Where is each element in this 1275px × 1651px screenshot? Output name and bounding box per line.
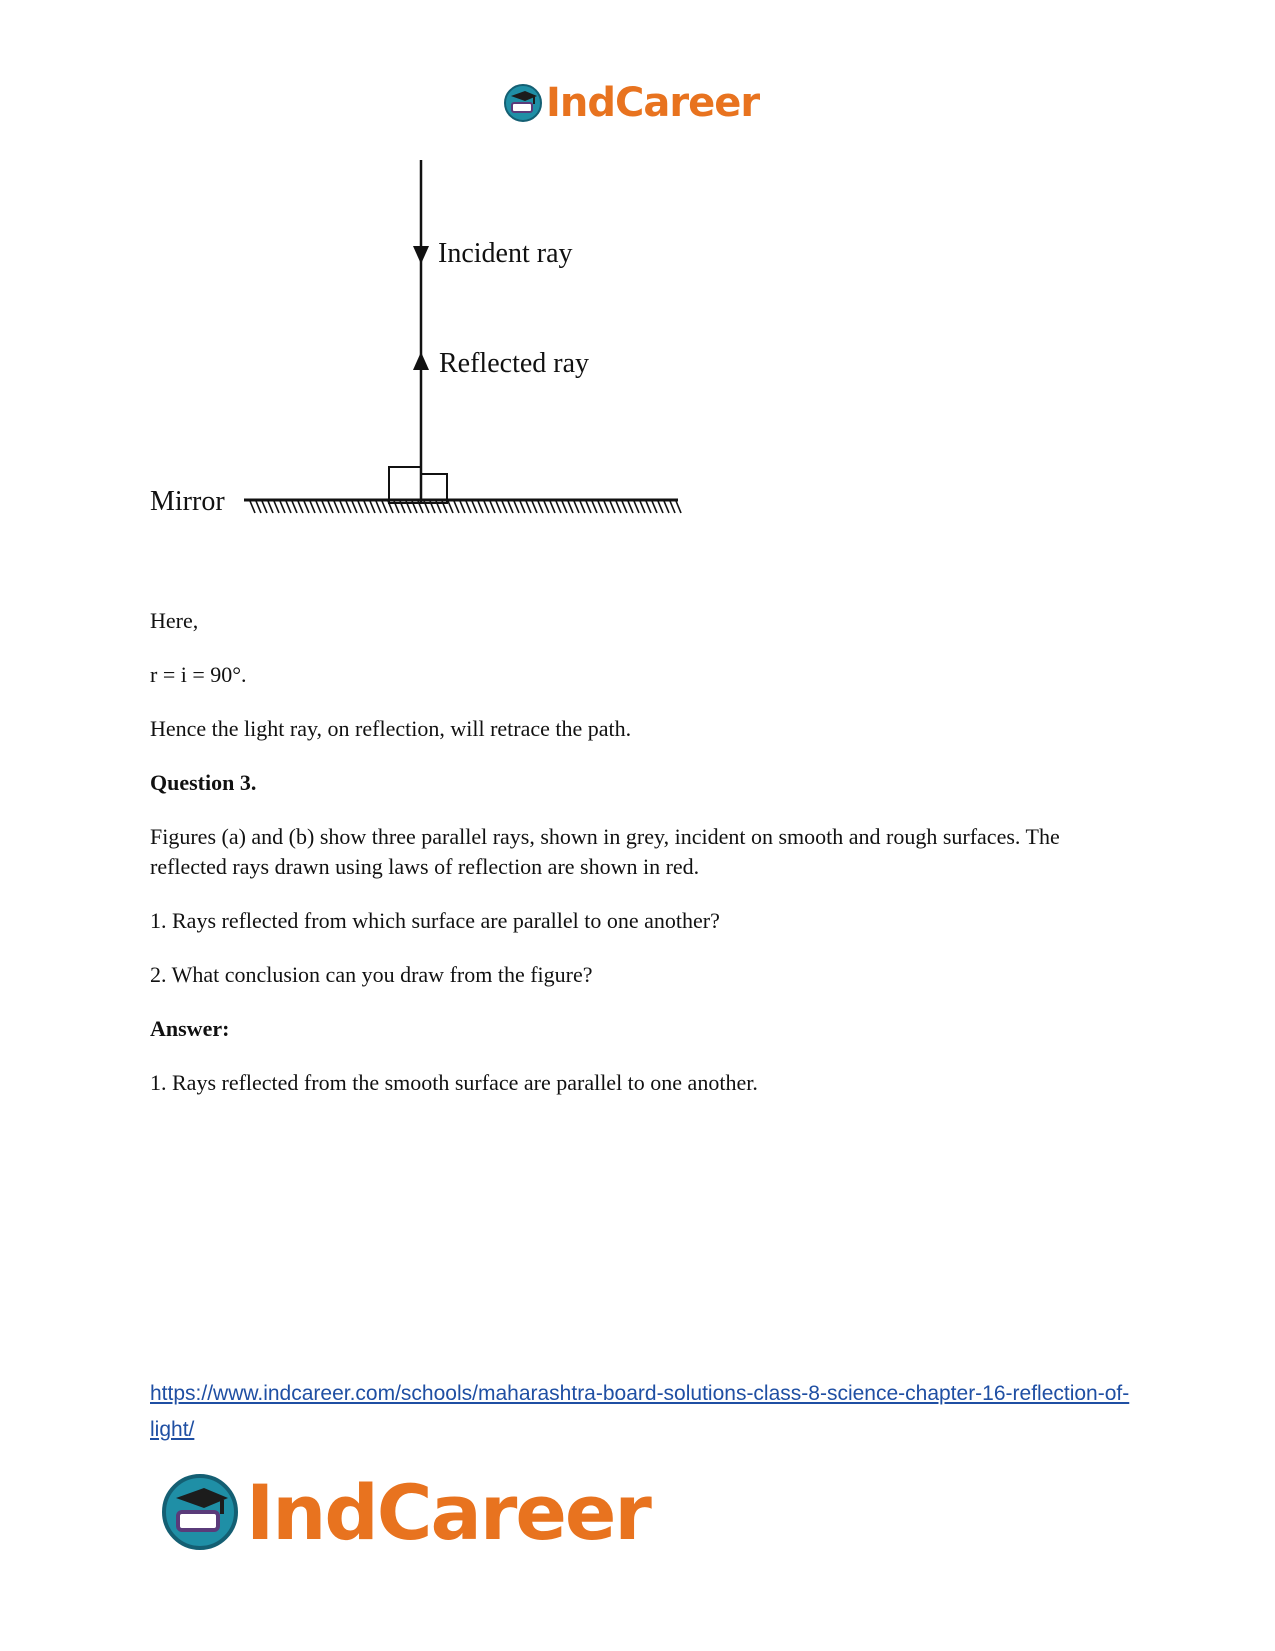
hatch-mark: [580, 501, 585, 513]
hatch-mark: [478, 501, 483, 513]
footer-logo-text: IndCareer: [246, 1467, 650, 1557]
right-angle-left: [389, 467, 421, 503]
hatch-mark: [598, 501, 603, 513]
text-here: Here,: [150, 608, 199, 633]
hatch-mark: [268, 501, 273, 513]
question-title: Question 3.: [150, 770, 257, 795]
hatch-mark: [640, 501, 645, 513]
hatch-mark: [280, 501, 285, 513]
question-item-2: 2. What conclusion can you draw from the figure?: [150, 962, 593, 987]
hatch-mark: [370, 501, 375, 513]
hatch-mark: [610, 501, 615, 513]
answer-title: Answer:: [150, 1016, 230, 1041]
hatch-mark: [448, 501, 453, 513]
hatch-mark: [646, 501, 651, 513]
hatch-mark: [454, 501, 459, 513]
header-logo-text: IndCareer: [546, 80, 760, 126]
hatch-mark: [622, 501, 627, 513]
mirror-hatching: [250, 501, 681, 513]
hatch-mark: [616, 501, 621, 513]
hatch-mark: [310, 501, 315, 513]
hatch-mark: [466, 501, 471, 513]
incident-ray-label: Incident ray: [438, 238, 573, 269]
hatch-mark: [628, 501, 633, 513]
hatch-mark: [484, 501, 489, 513]
hatch-mark: [520, 501, 525, 513]
hatch-mark: [250, 501, 255, 513]
hatch-mark: [604, 501, 609, 513]
graduation-cap-book-icon: [160, 1472, 240, 1552]
reflected-arrow: [413, 352, 429, 370]
source-url-link[interactable]: https://www.indcareer.com/schools/maharashtra-board-solutions-class-8-science-chapter-16-reflection-of-light/: [150, 1382, 1130, 1441]
hatch-mark: [496, 501, 501, 513]
graduation-cap-book-icon: [503, 83, 543, 123]
hatch-mark: [460, 501, 465, 513]
hatch-mark: [346, 501, 351, 513]
hatch-mark: [502, 501, 507, 513]
hatch-mark: [256, 501, 261, 513]
question-text: Figures (a) and (b) show three parallel rays, shown in grey, incident on smooth and rough surfaces. The reflected rays drawn using laws of reflection are shown in red.: [150, 824, 1060, 879]
text-equation: r = i = 90°.: [150, 662, 247, 687]
hatch-mark: [586, 501, 591, 513]
mirror-label: Mirror: [150, 486, 225, 517]
hatch-mark: [298, 501, 303, 513]
hatch-mark: [652, 501, 657, 513]
hatch-mark: [472, 501, 477, 513]
hatch-mark: [550, 501, 555, 513]
hatch-mark: [562, 501, 567, 513]
hatch-mark: [274, 501, 279, 513]
hatch-mark: [286, 501, 291, 513]
hatch-mark: [334, 501, 339, 513]
hatch-mark: [658, 501, 663, 513]
hatch-mark: [364, 501, 369, 513]
hatch-mark: [358, 501, 363, 513]
hatch-mark: [670, 501, 675, 513]
header-logo: [503, 78, 759, 128]
hatch-mark: [352, 501, 357, 513]
reflected-ray-label: Reflected ray: [439, 348, 590, 379]
hatch-mark: [556, 501, 561, 513]
text-conclusion: Hence the light ray, on reflection, will retrace the path.: [150, 716, 632, 741]
hatch-mark: [316, 501, 321, 513]
hatch-mark: [544, 501, 549, 513]
incident-arrow: [413, 246, 429, 264]
hatch-mark: [508, 501, 513, 513]
hatch-mark: [490, 501, 495, 513]
reflection-figure: [150, 158, 710, 548]
hatch-mark: [664, 501, 669, 513]
hatch-mark: [538, 501, 543, 513]
footer-logo: [160, 1466, 650, 1558]
hatch-mark: [568, 501, 573, 513]
hatch-mark: [574, 501, 579, 513]
hatch-mark: [376, 501, 381, 513]
hatch-mark: [526, 501, 531, 513]
hatch-mark: [328, 501, 333, 513]
hatch-mark: [262, 501, 267, 513]
question-item-1: 1. Rays reflected from which surface are parallel to one another?: [150, 908, 720, 933]
hatch-mark: [382, 501, 387, 513]
hatch-mark: [322, 501, 327, 513]
hatch-mark: [340, 501, 345, 513]
answer-item-1: 1. Rays reflected from the smooth surface are parallel to one another.: [150, 1070, 758, 1095]
hatch-mark: [514, 501, 519, 513]
hatch-mark: [592, 501, 597, 513]
hatch-mark: [676, 501, 681, 513]
hatch-mark: [532, 501, 537, 513]
hatch-mark: [292, 501, 297, 513]
hatch-mark: [304, 501, 309, 513]
hatch-mark: [634, 501, 639, 513]
